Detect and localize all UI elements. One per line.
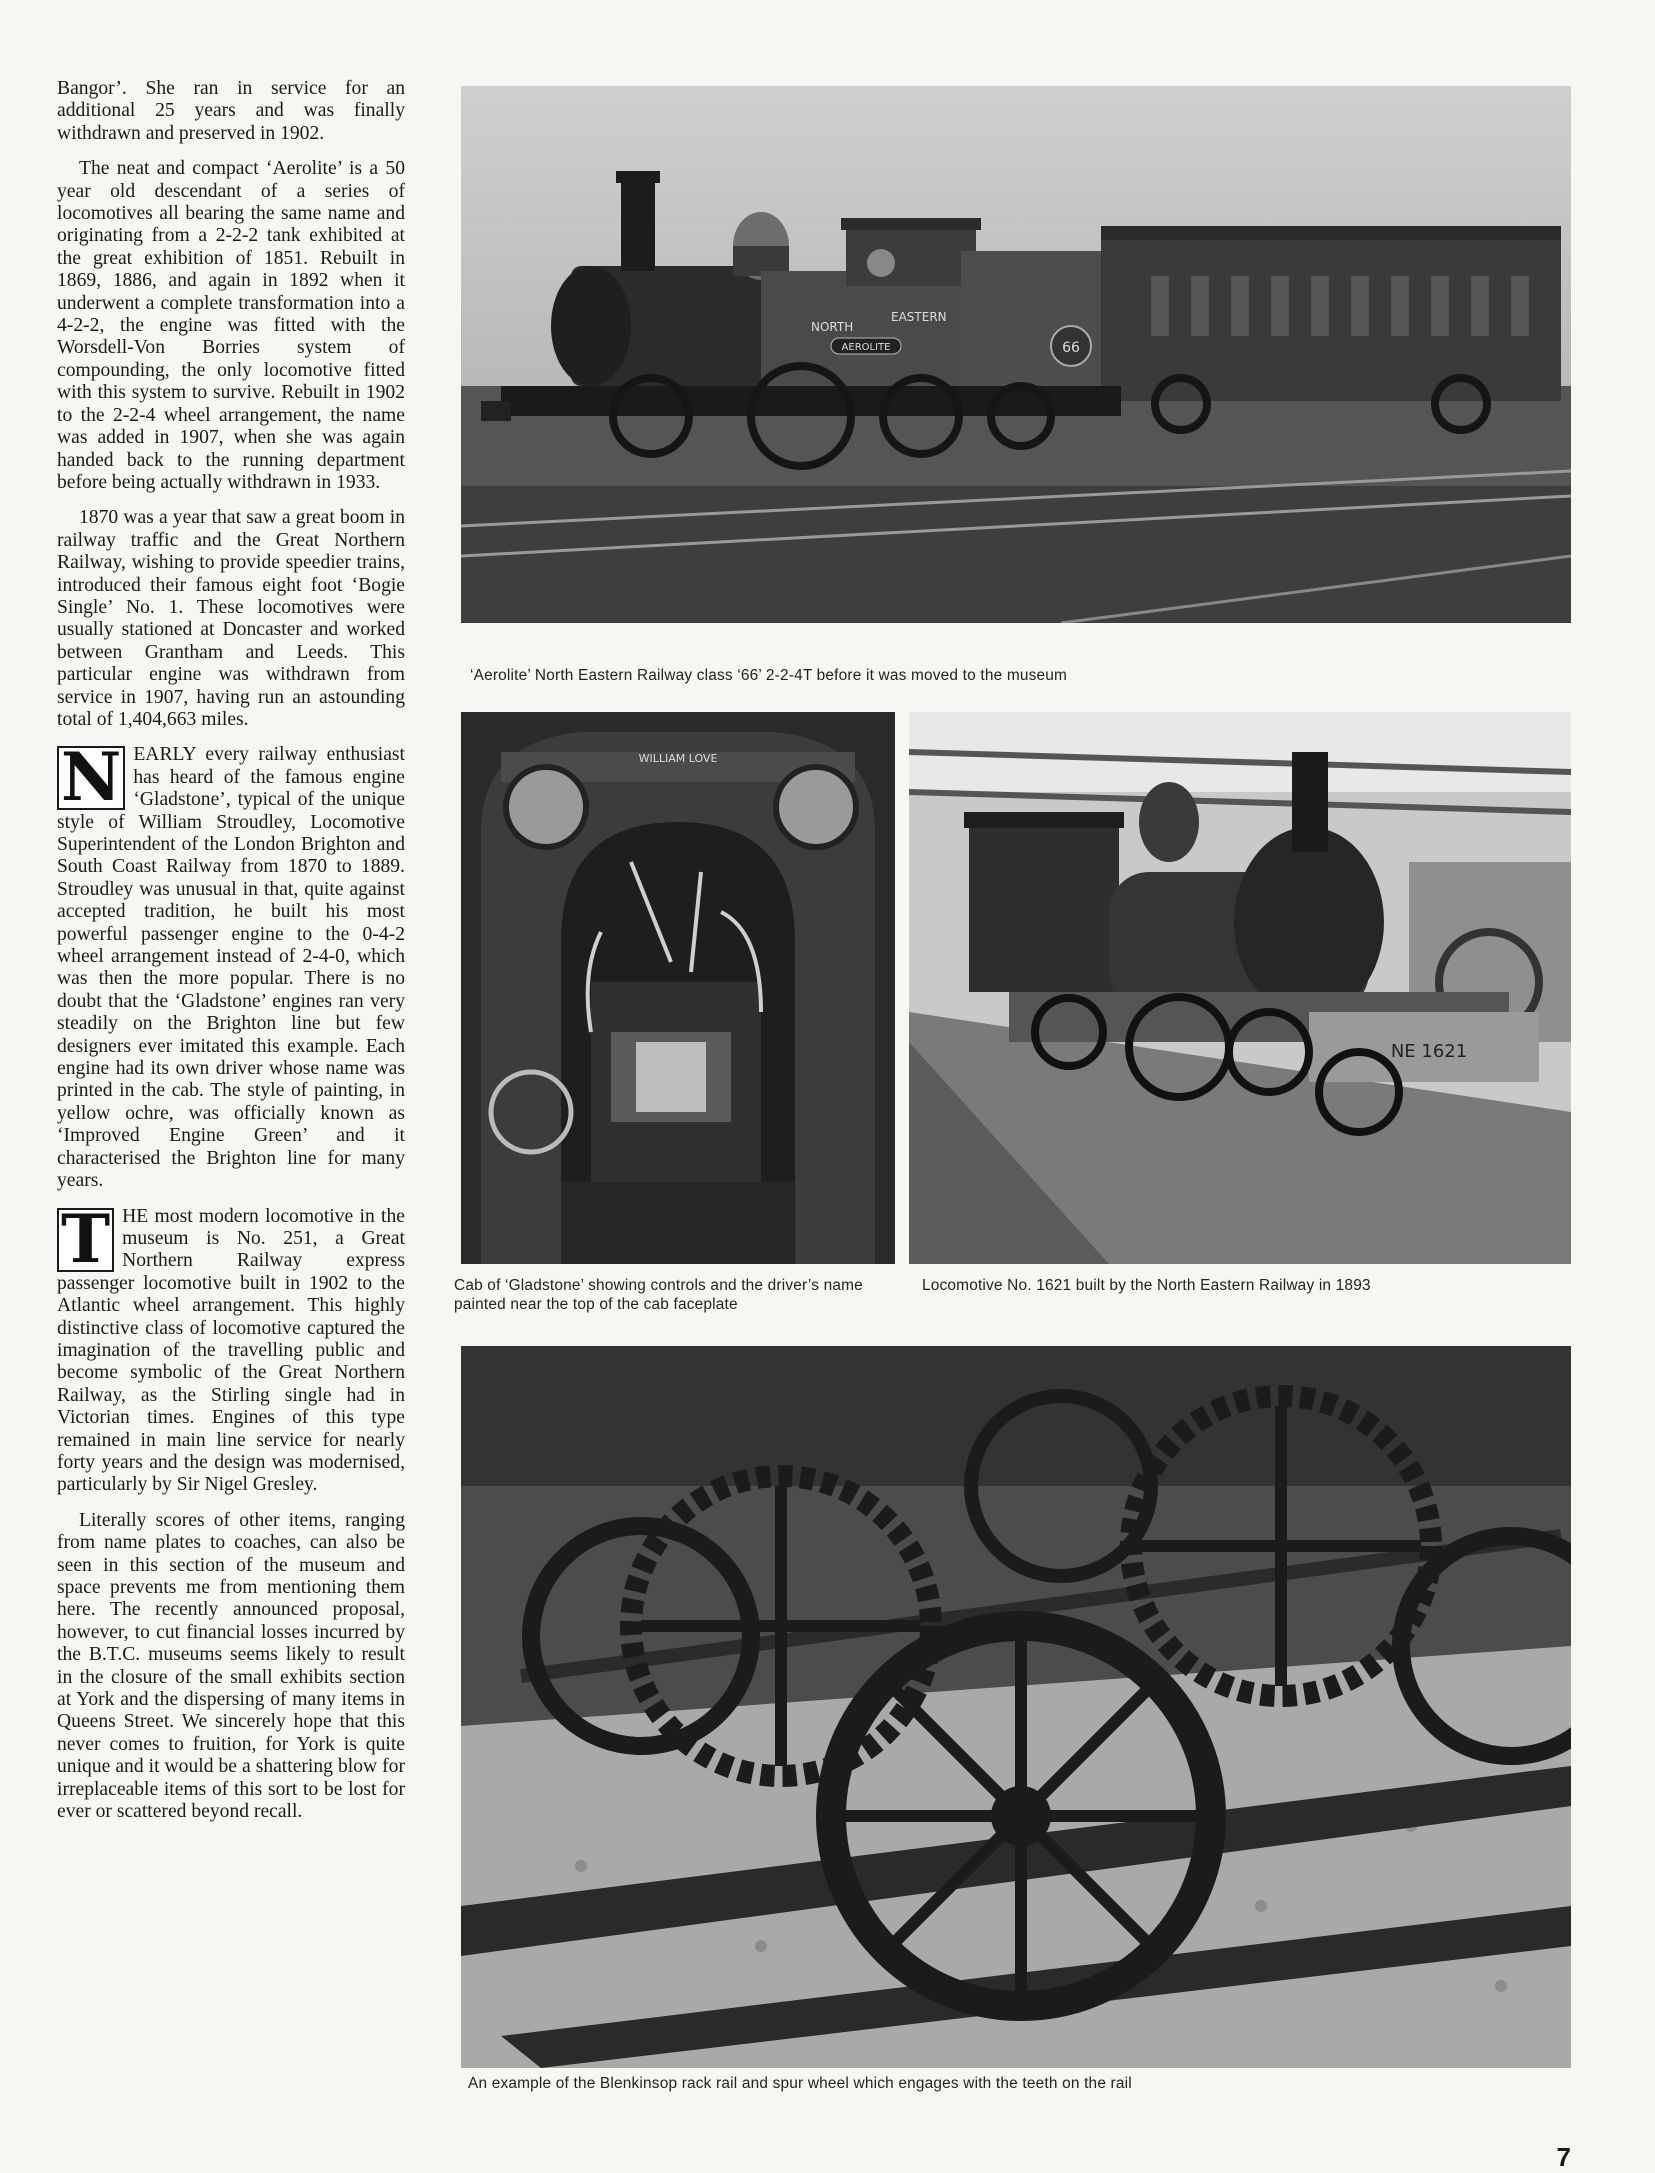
loco-number-plate: 66 <box>1062 340 1080 356</box>
paragraph-bangor: Bangor’. She ran in service for an additional 25 years and was finally withdrawn and preserved in 1902. <box>57 78 405 144</box>
paragraph-gladstone-text: EARLY every railway enthusiast has heard of the famous engine ‘Gladstone’, typical of the unique style of William Stroudley, Locomotive Superintendent of the London Brighton and South Coast Railway from 1870 to 1889. Stroudley was unusual in that, quite against accepted tradition, he built his most powerful passenger engine to the 0-4-2 wheel arrangement instead of 2-4-0, which was then the more popular. There is no doubt that the ‘Gladstone’ engines ran very steadily on the Brighton line but few designers ever imitated this example. Each engine had its own driver whose name was printed in the cab. The style of painting, in yellow ochre, was officially known as ‘Improved Engine Green’ and it characterised the Brighton line for many years. <box>57 744 405 1192</box>
aerolite-nameplate: AEROLITE <box>841 342 891 353</box>
blenkinsop-rack-photo <box>461 1346 1571 2068</box>
gladstone-cab-photo <box>461 712 895 1264</box>
paragraph-gladstone <box>57 738 405 1192</box>
buffer-beam-number: NE 1621 <box>1390 1041 1468 1062</box>
drop-cap-t: T <box>57 1208 114 1272</box>
article-text-column <box>57 78 405 1836</box>
page-number: 7 <box>1556 2142 1571 2172</box>
locomotive-1621-caption: Locomotive No. 1621 built by the North Eastern Railway in 1893 <box>922 1277 1371 1294</box>
paragraph-aerolite: The neat and compact ‘Aerolite’ is a 50 year old descendant of a series of locomotives all bearing the same name and originating from a 2-2-2 tank exhibited at the great exhibition of 1851. Rebuilt in 1869, 1886, and again in 1892 when it underwent a complete transformation into a 4-2-2, the engine was fitted with the Worsdell-Von Borries system of compounding, the only locomotive fitted with this system to survive. Rebuilt in 1902 to the 2-2-4 wheel arrangement, the name was added in 1907, when she was again handed back to the running department before being actually withdrawn in 1933. <box>57 158 405 493</box>
north-lettering: NORTH <box>811 320 854 334</box>
aerolite-caption: ‘Aerolite’ North Eastern Railway class ‘66’ 2-2-4T before it was moved to the museum <box>470 667 1068 684</box>
locomotive-1621-photo <box>909 712 1571 1264</box>
blenkinsop-caption: An example of the Blenkinsop rack rail and spur wheel which engages with the teeth on the rail <box>468 2075 1132 2092</box>
paragraph-bogie-single: 1870 was a year that saw a great boom in railway traffic and the Great Northern Railway, wishing to provide speedier trains, introduced their famous eight foot ‘Bogie Single’ No. 1. These locomotives were usually stationed at Doncaster and worked between Grantham and Leeds. This particular engine was withdrawn from service in 1907, having run an astounding total of 1,404,663 miles. <box>57 507 405 730</box>
eastern-lettering: EASTERN <box>891 310 947 324</box>
paragraph-no-251 <box>57 1199 405 1497</box>
aerolite-locomotive-photo <box>461 86 1571 623</box>
driver-name-plate: WILLIAM LOVE <box>638 752 718 765</box>
paragraph-closing: Literally scores of other items, ranging from name plates to coaches, can also be seen in this section of the museum and space prevents me from mentioning them here. The recently announced proposal, however, to cut financial losses incurred by the B.T.C. museums seems likely to result in the closure of the small exhibits section at York and the dispersing of many items in Queens Street. We sincerely hope that this never comes to fruition, for York is quite unique and it would be a shattering blow for irreplaceable items of this sort to be lost for ever or scattered beyond recall. <box>57 1509 405 1823</box>
gladstone-cab-caption: Cab of ‘Gladstone’ showing controls and the driver’s name painted near the top of the cab faceplate <box>454 1277 863 1313</box>
paragraph-no-251-text: HE most modern locomotive in the museum is No. 251, a Great Northern Railway express passenger locomotive built in 1902 to the Atlantic wheel arrangement. This highly distinctive class of locomotive captured the imagination of the travelling public and become symbolic of the Great Northern Railway, as the Stirling single had in Victorian times. Engines of this type remained in main line service for nearly forty years and the design was modernised, particularly by Sir Nigel Gresley. <box>57 1205 405 1496</box>
drop-cap-n: N <box>57 746 125 810</box>
